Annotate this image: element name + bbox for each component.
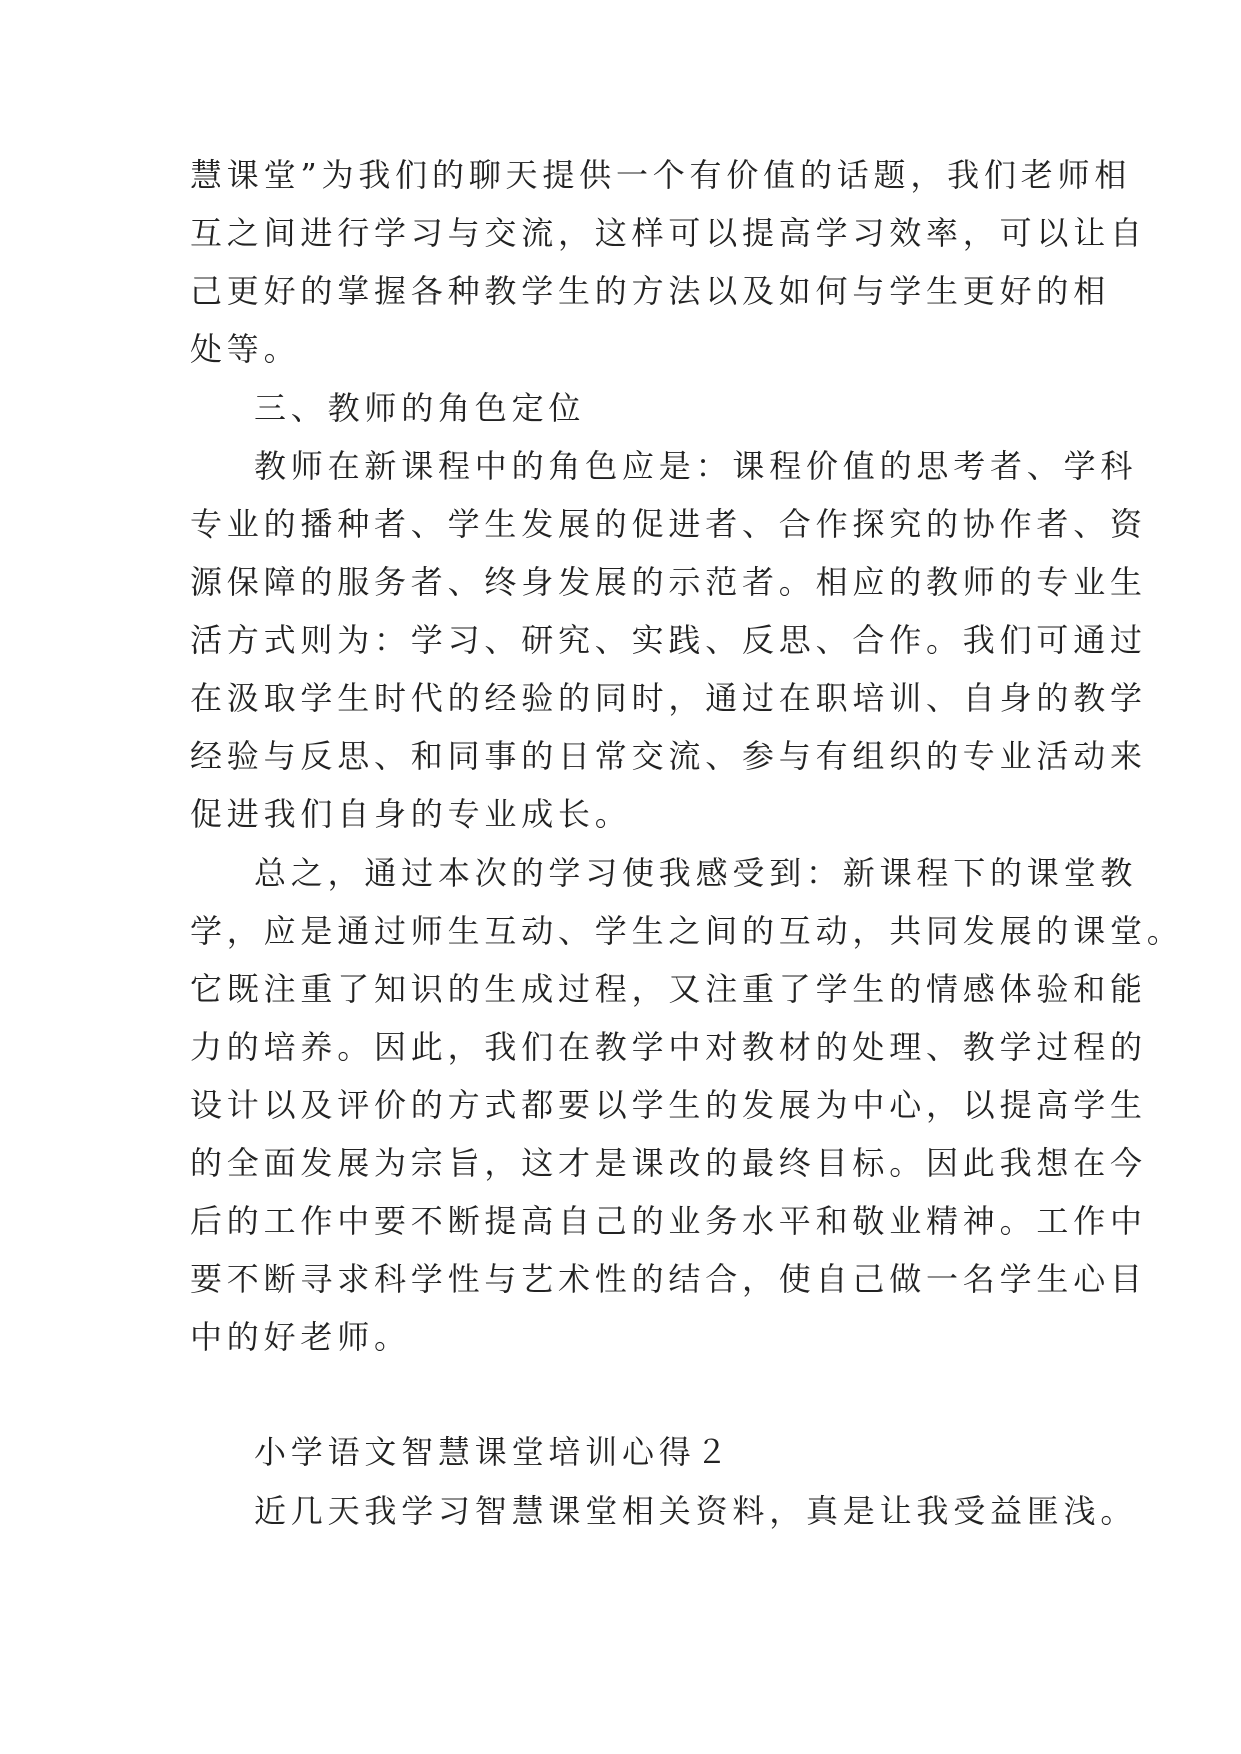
- text-line: 处等。: [190, 330, 301, 368]
- text-line: 总之，通过本次的学习使我感受到：新课程下的课堂教: [254, 854, 1138, 892]
- text-line: 学，应是通过师生互动、学生之间的互动，共同发展的课堂。: [190, 912, 1184, 950]
- text-line: 活方式则为：学习、研究、实践、反思、合作。我们可通过: [190, 621, 1147, 659]
- text-line: 慧课堂”为我们的聊天提供一个有价值的话题，我们老师相: [190, 156, 1132, 194]
- text-line: 它既注重了知识的生成过程，又注重了学生的情感体验和能: [190, 970, 1147, 1008]
- document-page: [190, 0, 1184, 1754]
- section-heading: 三、教师的角色定位: [254, 389, 586, 427]
- text-line: 的全面发展为宗旨，这才是课改的最终目标。因此我想在今: [190, 1144, 1147, 1182]
- text-line: 要不断寻求科学性与艺术性的结合，使自己做一名学生心目: [190, 1260, 1147, 1298]
- text-line: 中的好老师。: [190, 1318, 411, 1356]
- text-line: 互之间进行学习与交流，这样可以提高学习效率，可以让自: [190, 214, 1147, 252]
- text-line: 经验与反思、和同事的日常交流、参与有组织的专业活动来: [190, 737, 1147, 775]
- text-line: 源保障的服务者、终身发展的示范者。相应的教师的专业生: [190, 563, 1147, 601]
- text-line: 力的培养。因此，我们在教学中对教材的处理、教学过程的: [190, 1028, 1147, 1066]
- text-line: 教师在新课程中的角色应是：课程价值的思考者、学科: [254, 447, 1138, 485]
- text-line: 促进我们自身的专业成长。: [190, 795, 632, 833]
- text-line: 后的工作中要不断提高自己的业务水平和敬业精神。工作中: [190, 1202, 1147, 1240]
- text-line: 近几天我学习智慧课堂相关资料，真是让我受益匪浅。: [254, 1492, 1138, 1530]
- text-line: 设计以及评价的方式都要以学生的发展为中心，以提高学生: [190, 1086, 1147, 1124]
- text-line: 在汲取学生时代的经验的同时，通过在职培训、自身的教学: [190, 679, 1147, 717]
- text-line: 己更好的掌握各种教学生的方法以及如何与学生更好的相: [190, 272, 1111, 310]
- article-title: 小学语文智慧课堂培训心得２: [254, 1433, 733, 1471]
- text-line: 专业的播种者、学生发展的促进者、合作探究的协作者、资: [190, 505, 1147, 543]
